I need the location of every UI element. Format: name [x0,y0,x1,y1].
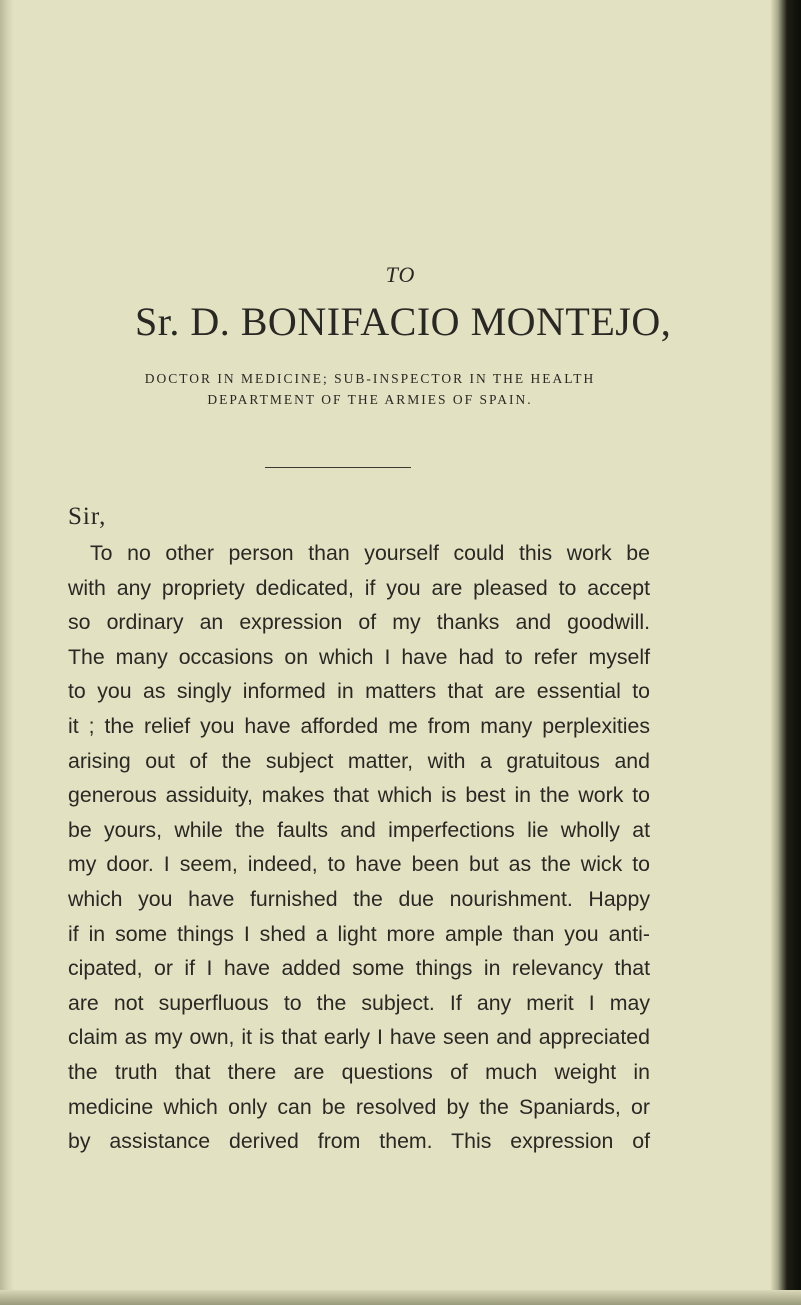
page-edge-left [0,0,14,1305]
body-line: it ; the relief you have afforded me from many perplexities [68,713,650,738]
body-line: if in some things I shed a light more ample than you anti- [68,921,650,946]
body-line: the truth that there are questions of much weight in [68,1059,650,1084]
body-line: To no other person than yourself could this work be [90,541,650,565]
letter-body [68,536,650,1159]
dedication-to: TO [385,262,416,287]
body-line: with any propriety dedicated, if you are pleased to accept [68,575,650,600]
salutation: Sir, [68,503,107,530]
body-line: claim as my own, it is that early I have seen and appreciated [68,1025,650,1050]
page-edge-bottom [0,1290,801,1305]
body-line: by assistance derived from them. This expression of [68,1129,650,1154]
dedicatee-name: Sr. D. BONIFACIO MONTEJO, [135,299,672,344]
page-edge-right [770,0,801,1305]
body-line: cipated, or if I have added some things in relevancy that [68,956,650,981]
body-line: be yours, while the faults and imperfections lie wholly at [68,817,650,842]
body-line: arising out of the subject matter, with a gratuitous and [68,748,650,773]
body-line: so ordinary an expression of my thanks and goodwill. [68,610,650,635]
body-line: are not superfluous to the subject. If any merit I may [68,990,650,1015]
divider-rule [265,467,411,468]
body-line: to you as singly informed in matters that are essential to [68,679,650,704]
body-line: generous assiduity, makes that which is best in the work to [68,783,650,808]
dedicatee-title-line-1: DOCTOR IN MEDICINE; SUB-INSPECTOR IN THE HEALTH [144,371,596,386]
dedicatee-title-line-2: DEPARTMENT OF THE ARMIES OF SPAIN. [207,392,533,407]
body-line: my door. I seem, indeed, to have been but as the wick to [68,852,650,877]
body-line: The many occasions on which I have had to refer myself [68,644,650,669]
body-line: which you have furnished the due nourishment. Happy [68,886,650,911]
body-line: medicine which only can be resolved by the Spaniards, or [68,1094,650,1119]
